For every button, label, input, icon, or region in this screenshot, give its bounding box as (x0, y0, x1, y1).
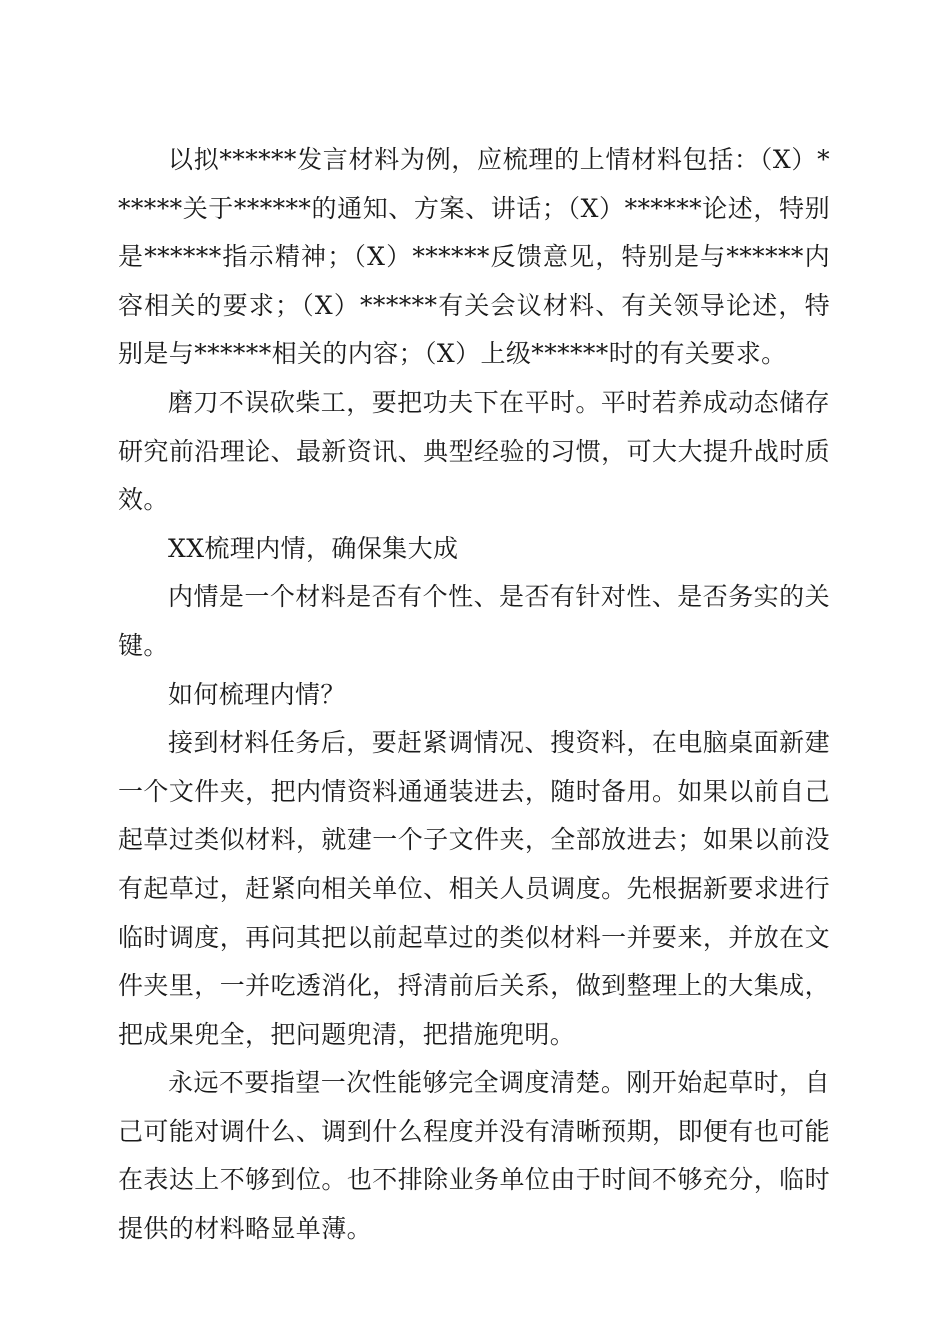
paragraph-sharpen-knife: 磨刀不误砍柴工，要把功夫下在平时。平时若养成动态储存研究前沿理论、最新资讯、典型经验的习惯，可大大提升战时质效。 (118, 387, 830, 515)
paragraph-internal-key: 内情是一个材料是否有个性、是否有针对性、是否务实的关键。 (118, 582, 830, 660)
paragraph-never-expect: 永远不要指望一次性能够完全调度清楚。刚开始起草时，自己可能对调什么、调到什么程度并没有清晰预期，即便有也可能在表达上不够到位。也不排除业务单位由于时间不够充分，临时提供的材料略显单薄。 (118, 1068, 830, 1244)
document-body (118, 136, 830, 1254)
paragraph-question: 如何梳理内情？ (168, 679, 346, 709)
section-heading-internal: XX梳理内情，确保集大成 (168, 533, 459, 563)
paragraph-receive-task: 接到材料任务后，要赶紧调情况、搜资料，在电脑桌面新建一个文件夹，把内情资料通通装进去，随时备用。如果以前自己起草过类似材料，就建一个子文件夹，全部放进去；如果以前没有起草过，赶紧向相关单位、相关人员调度。先根据新要求进行临时调度，再问其把以前起草过的类似材料一并要来，并放在文件夹里，一并吃透消化，捋清前后关系，做到整理上的大集成，把成果兜全，把问题兜清，把措施兜明。 (118, 728, 830, 1049)
paragraph-upper-materials: 以拟******发言材料为例，应梳理的上情材料包括：（X）******关于******的通知、方案、讲话；（X）******论述，特别是******指示精神；（X）******反馈意见，特别是与******内容相关的要求；（X）******有关会议材料、有关领导论述，特别是与******相关的内容；（X）上级******时的有关要求。 (118, 145, 830, 369)
